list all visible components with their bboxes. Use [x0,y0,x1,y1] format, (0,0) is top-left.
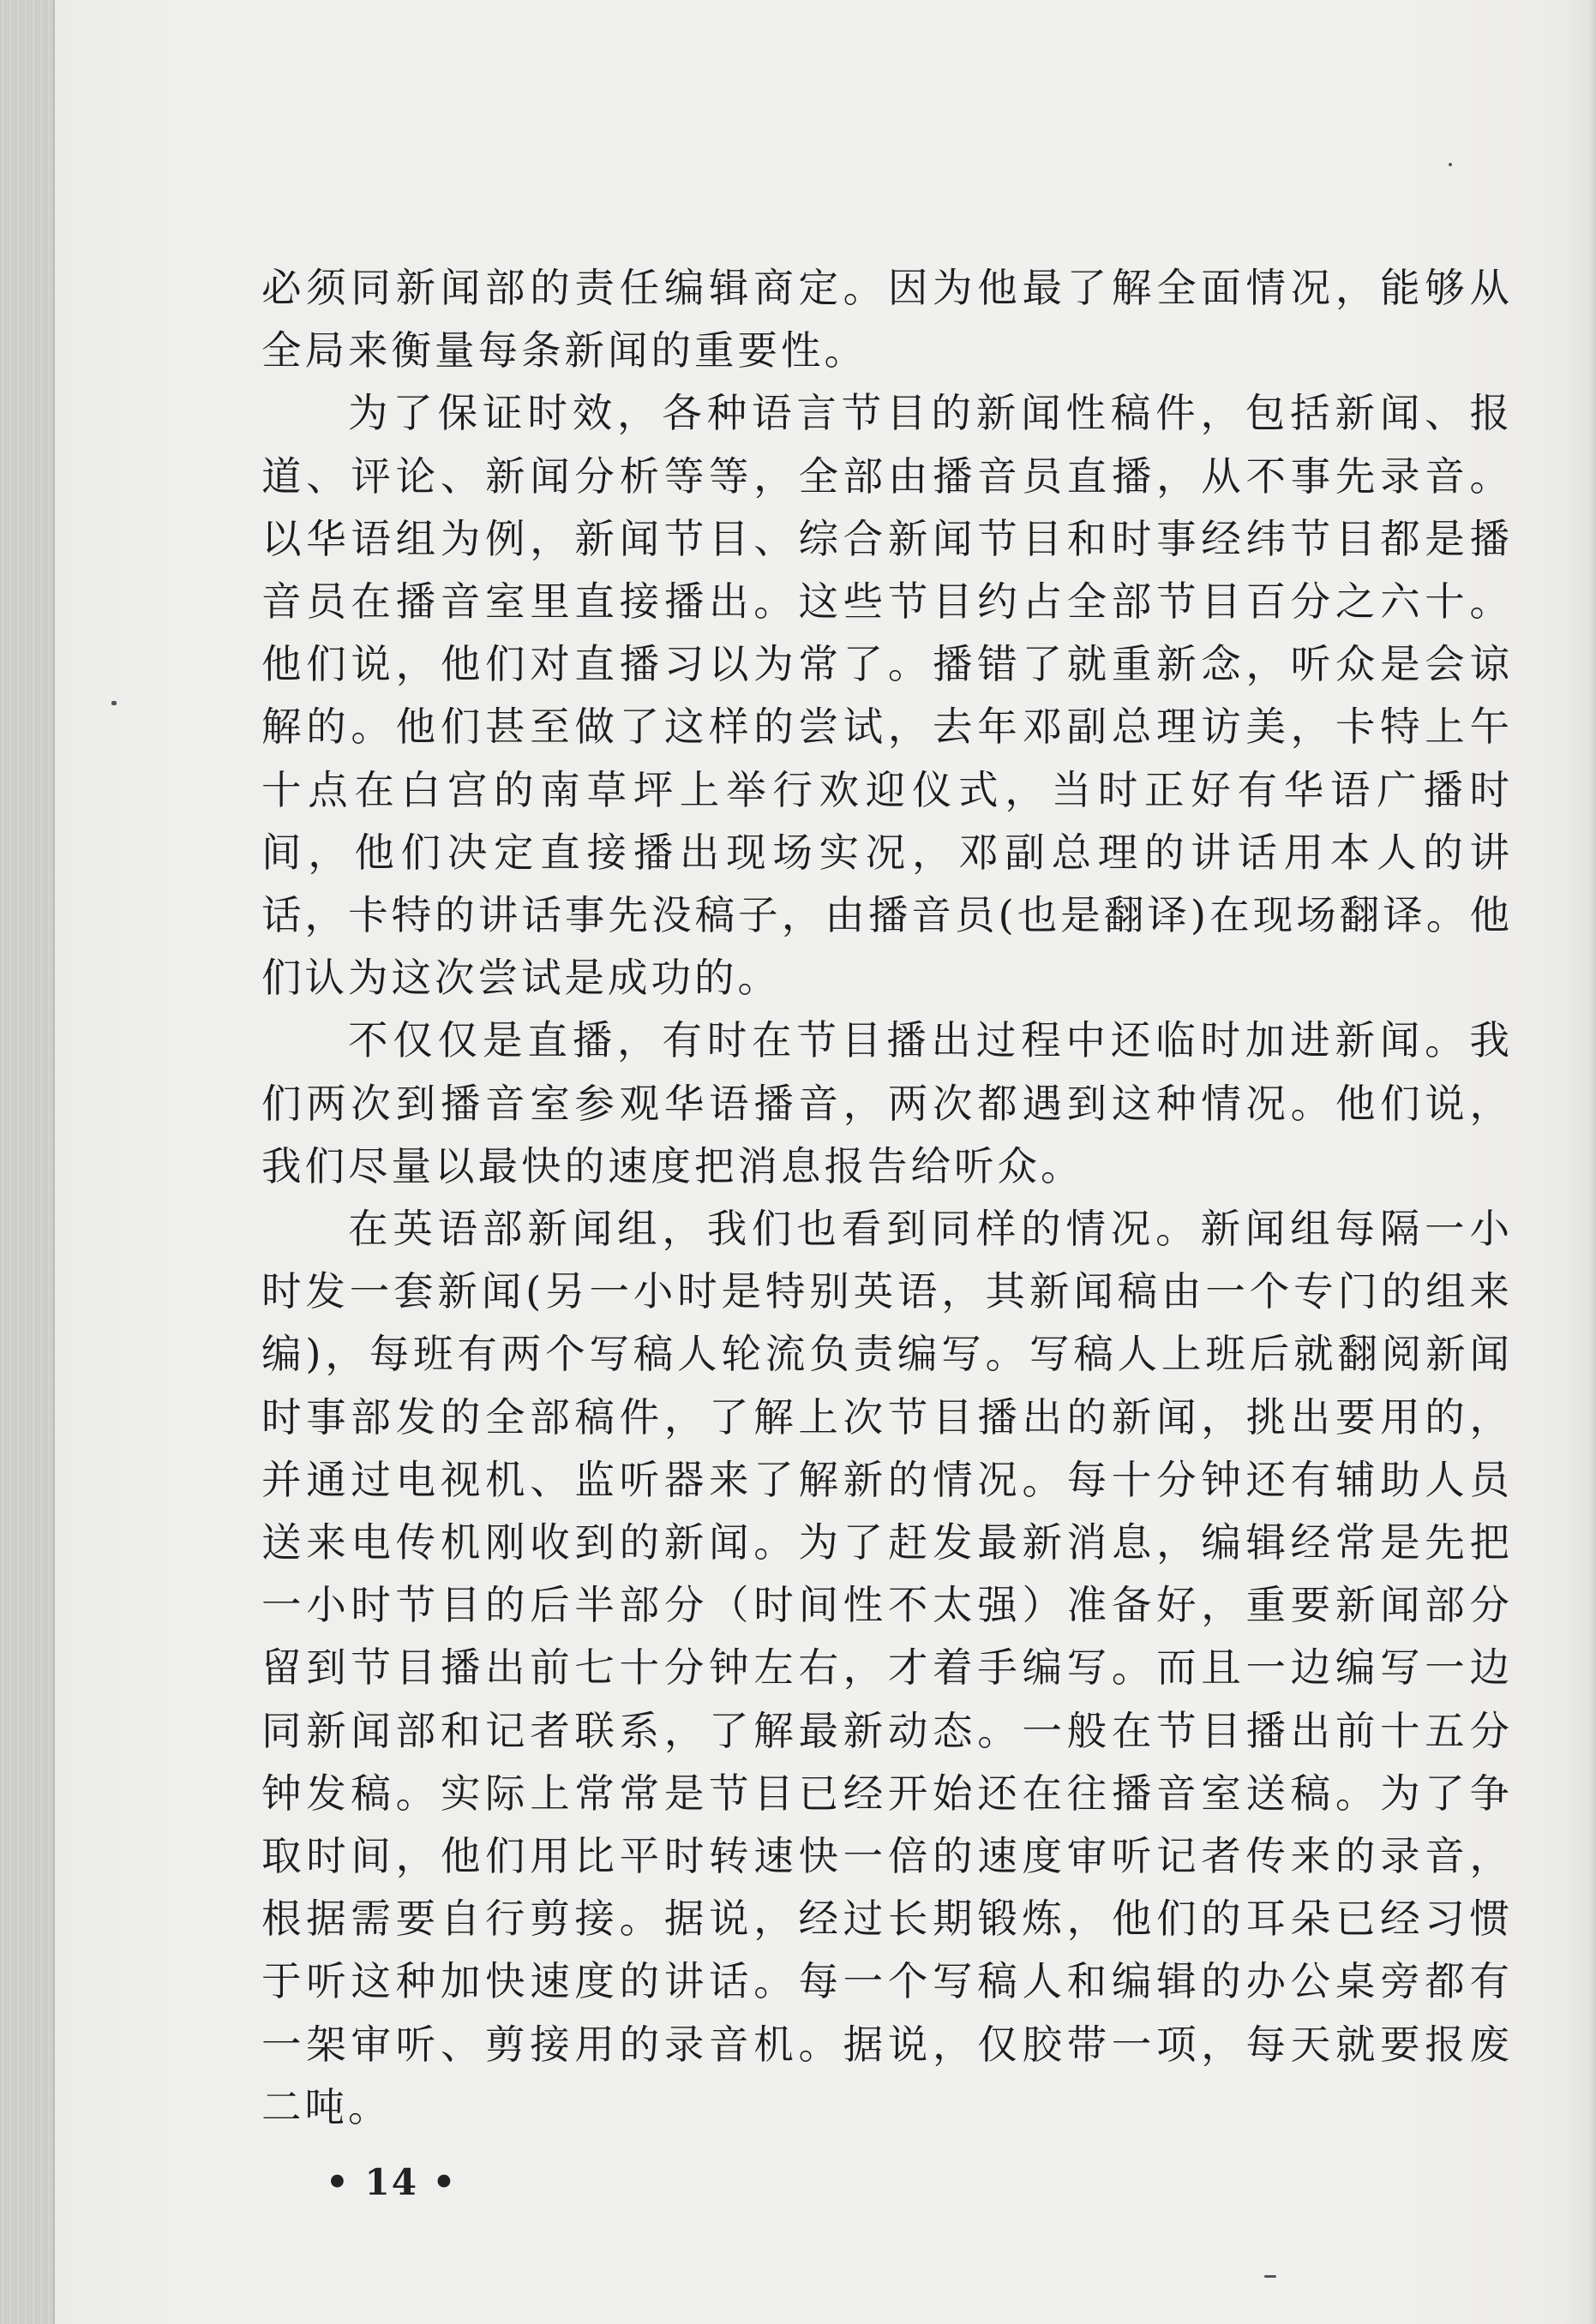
book-binding-edge [0,0,55,2324]
page-right-edge [1587,0,1596,2324]
dust-speck [1449,163,1452,166]
paragraph-live-broadcast: 为了保证时效，各种语言节目的新闻性稿件，包括新闻、报道、评论、新闻分析等等，全部由播音员直播，从不事先录音。以华语组为例，新闻节目、综合新闻节目和时事经纬节目都是播音员在播音室里直接播出。这些节目约占全部节目百分之六十。他们说，他们对直播习以为常了。播错了就重新念，听众是会谅解的。他们甚至做了这样的尝试，去年邓副总理访美，卡特上午十点在白宫的南草坪上举行欢迎仪式，当时正好有华语广播时间，他们决定直接播出现场实况，邓副总理的讲话用本人的讲话，卡特的讲话事先没稿子，由播音员(也是翻译)在现场翻译。他们认为这次尝试是成功的。 [261,390,1513,1002]
paragraph-english-news-group: 在英语部新闻组，我们也看到同样的情况。新闻组每隔一小时发一套新闻(另一小时是特别英语，其新闻稿由一个专门的组来编)，每班有两个写稿人轮流负责编写。写稿人上班后就翻阅新闻时事部发的全部稿件，了解上次节目播出的新闻，挑出要用的，并通过电视机、监听器来了解新的情况。每十分钟还有辅助人员送来电传机刚收到的新闻。为了赶发最新消息，编辑经常是先把一小时节目的后半部分（时间性不太强）准备好，重要新闻部分留到节目播出前七十分钟左右，才着手编写。而且一边编写一边同新闻部和记者联系，了解最新动态。一般在节目播出前十五分钟发稿。实际上常常是节目已经开始还在往播音室送稿。为了争取时间，他们用比平时转速快一倍的速度审听记者传来的录音，根据需要自行剪接。据说，经过长期锻炼，他们的耳朵已经习惯于听这种加快速度的讲话。每一个写稿人和编辑的办公桌旁都有一架审听、剪接用的录音机。据说，仅胶带一项，每天就要报废二吨。 [261,1206,1513,2130]
page-number: • 14 • [326,2161,458,2203]
paragraph-continuation: 必须同新闻部的责任编辑商定。因为他最了解全面情况，能够从全局来衡量每条新闻的重要性。 [261,265,1513,374]
paragraph-inserted-news: 不仅仅是直播，有时在节目播出过程中还临时加进新闻。我们两次到播音室参观华语播音，两次都遇到这种情况。他们说，我们尽量以最快的速度把消息报告给听众。 [261,1017,1513,1189]
dust-speck [111,701,117,705]
dust-speck [1264,2275,1276,2278]
body-text [261,257,1513,2139]
